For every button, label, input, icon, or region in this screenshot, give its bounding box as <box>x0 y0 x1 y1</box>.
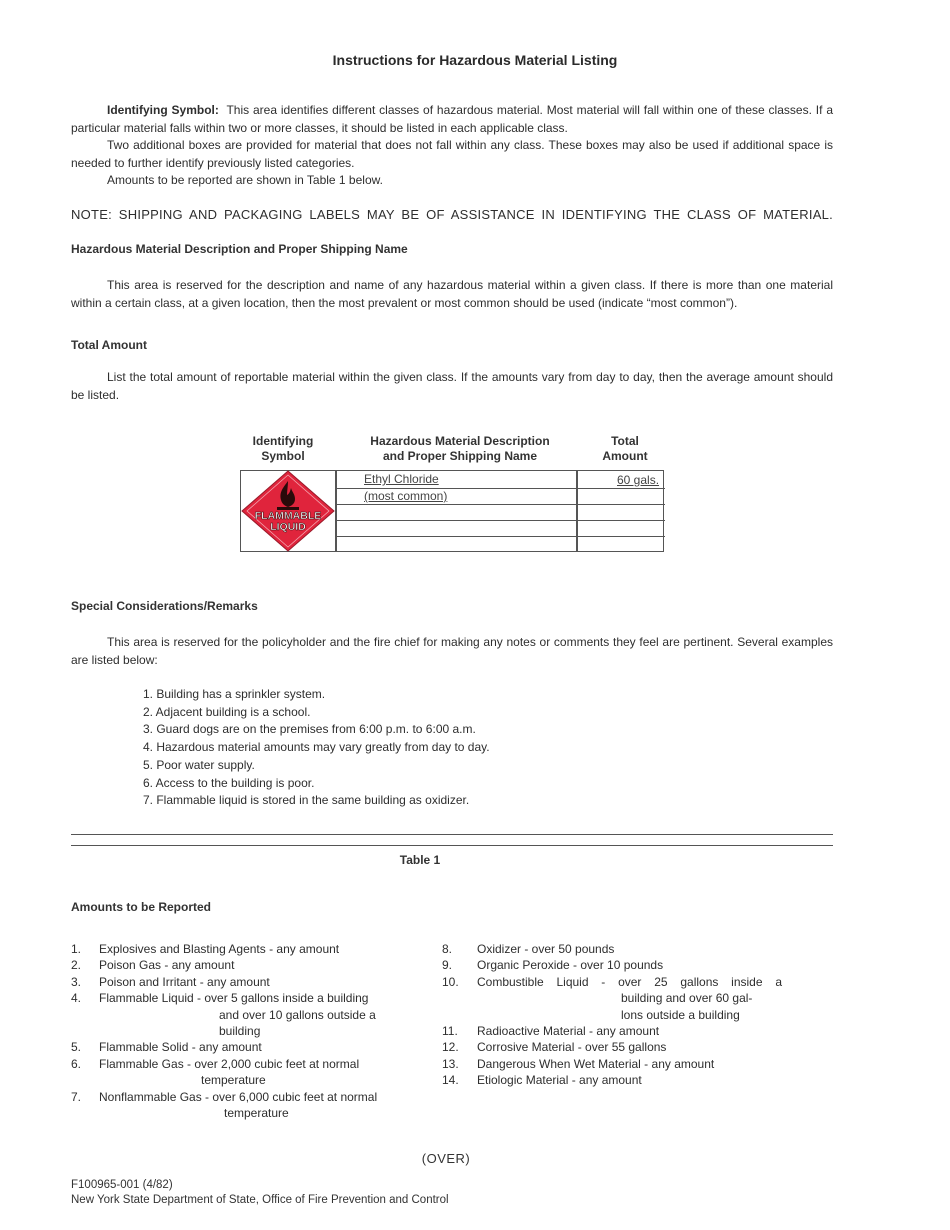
amount-text: Dangerous When Wet Material - any amount <box>477 1056 715 1071</box>
sample-row1-description: Ethyl Chloride <box>364 472 439 486</box>
amount-num: 4. <box>71 991 82 1006</box>
additional-boxes-paragraph: Two additional boxes are provided for material that does not fall within any class. These boxes may also be used if additional space is needed to further identify previously listed categories. <box>71 138 833 170</box>
amount-row-13 <box>442 1056 782 1072</box>
symbol-text-flammable: FLAMMABLE <box>254 510 322 522</box>
amount-num: 12. <box>442 1040 459 1055</box>
sample-col-symbol-header <box>236 434 330 464</box>
amount-text: Organic Peroxide - over 10 pounds <box>477 958 664 973</box>
amount-num: 10. <box>442 974 459 989</box>
grid-divider <box>576 471 578 551</box>
amount-text: Flammable Gas - over 2,000 cubic feet at normal <box>99 1056 360 1071</box>
sample-row2-description: (most common) <box>364 489 448 503</box>
amount-row-3 <box>71 974 411 990</box>
sample-col-amount-line2: Amount <box>602 449 648 463</box>
amount-text: Nonflammable Gas - over 6,000 cubic feet at normal <box>99 1089 378 1104</box>
amount-row-6 <box>71 1056 411 1072</box>
sample-col-description-line2: and Proper Shipping Name <box>382 449 538 463</box>
amount-text: Poison and Irritant - any amount <box>99 974 270 989</box>
sample-col-description-line1: Hazardous Material Description <box>370 434 550 448</box>
table1-title: Table 1 <box>399 853 441 867</box>
amount-num: 1. <box>71 942 82 956</box>
amounts-reference: Amounts to be reported are shown in Table 1 below. <box>107 173 383 187</box>
amount-continuation: building <box>219 1024 261 1039</box>
amount-row-9 <box>442 957 782 973</box>
flammable-liquid-symbol <box>241 470 335 552</box>
amount-text: Flammable Liquid - over 5 gallons inside a building <box>99 991 369 1006</box>
amount-text: Radioactive Material - any amount <box>477 1024 660 1039</box>
amount-row-8 <box>442 941 782 957</box>
total-amount-heading: Total Amount <box>71 338 147 352</box>
list-item: 7. Flammable liquid is stored in the same building as oxidizer. <box>143 793 470 808</box>
form-number: F100965-001 (4/82) <box>71 1179 173 1191</box>
amount-text: Explosives and Blasting Agents - any amount <box>99 942 340 956</box>
identifying-symbol-text: This area identifies different classes of hazardous material. Most material will fall within one of these classes. If a particular material falls within two or more classes, it should be listed in each applicable class. <box>71 103 833 135</box>
sample-col-amount-line1: Total <box>611 434 639 448</box>
grid-row-line <box>335 536 665 537</box>
amount-row-11 <box>442 1023 782 1039</box>
amount-row-5 <box>71 1039 411 1055</box>
special-text: This area is reserved for the policyholder and the fire chief for making any notes or comments they feel are pertinent. Several examples are listed below: <box>71 635 833 667</box>
list-item: 6. Access to the building is poor. <box>143 775 315 790</box>
amount-text: Oxidizer - over 50 pounds <box>477 942 615 956</box>
symbol-text-liquid: LIQUID <box>270 521 306 533</box>
amount-row-10 <box>442 974 782 990</box>
description-text: This area is reserved for the description and name of any hazardous material within a given class. If there is more than one material within a certain class, at a given location, then the most prevalent or most common should be used (indicate “most common”). <box>71 278 833 310</box>
amount-text: Combustible Liquid - over 25 gallons inside a <box>477 974 782 989</box>
total-amount-text: List the total amount of reportable material within the given class. If the amounts vary from day to day, then the average amount should be listed. <box>71 370 833 402</box>
note-text: NOTE: SHIPPING AND PACKAGING LABELS MAY BE OF ASSISTANCE IN IDENTIFYING THE CLASS OF MATERIAL. <box>71 207 833 222</box>
amount-num: 7. <box>71 1089 82 1104</box>
list-item: 5. Poor water supply. <box>143 757 255 772</box>
amounts-right-column <box>442 941 782 1089</box>
over-indicator: (OVER) <box>421 1151 471 1166</box>
amount-row-4 <box>71 990 411 1006</box>
amount-text: Poison Gas - any amount <box>99 958 235 973</box>
list-item: 3. Guard dogs are on the premises from 6:00 p.m. to 6:00 a.m. <box>143 722 476 737</box>
amount-text: Flammable Solid - any amount <box>99 1040 262 1055</box>
sample-row1-amount: 60 gals. <box>617 473 660 487</box>
description-heading: Hazardous Material Description and Proper Shipping Name <box>71 242 408 256</box>
amount-text: Corrosive Material - over 55 gallons <box>477 1040 667 1055</box>
table1-heading: Amounts to be Reported <box>71 900 211 914</box>
amount-num: 9. <box>442 958 453 973</box>
list-item: 1. Building has a sprinkler system. <box>143 687 326 701</box>
amount-num: 3. <box>71 974 82 989</box>
identifying-symbol-label: Identifying Symbol: <box>107 103 219 117</box>
amounts-left-column <box>71 941 411 1121</box>
divider-line <box>71 834 833 835</box>
special-heading: Special Considerations/Remarks <box>71 599 258 613</box>
amount-num: 8. <box>442 942 453 956</box>
sample-col-symbol-line1: Identifying <box>252 434 314 448</box>
amount-text: Etiologic Material - any amount <box>477 1073 642 1088</box>
special-examples-list <box>143 686 490 810</box>
amount-num: 11. <box>442 1024 458 1039</box>
amount-continuation: temperature <box>201 1073 266 1088</box>
department-name: New York State Department of State, Office of Fire Prevention and Control <box>71 1194 449 1206</box>
amount-row-14 <box>442 1072 782 1088</box>
grid-row-line <box>335 520 665 521</box>
sample-col-amount-header <box>580 434 670 464</box>
sample-col-description-header <box>340 434 580 464</box>
amount-continuation: temperature <box>224 1106 289 1121</box>
list-item: 2. Adjacent building is a school. <box>143 704 311 719</box>
amount-row-2 <box>71 957 411 973</box>
amount-row-7 <box>71 1089 411 1105</box>
amount-num: 5. <box>71 1040 82 1055</box>
amount-row-1 <box>71 941 411 957</box>
amount-num: 2. <box>71 958 82 973</box>
page-title: Instructions for Hazardous Material Listing <box>332 52 618 68</box>
amount-row-12 <box>442 1039 782 1055</box>
divider-line <box>71 845 833 846</box>
amount-num: 13. <box>442 1056 459 1071</box>
identifying-symbol-paragraph <box>71 102 833 137</box>
amount-continuation: and over 10 gallons outside a <box>219 1007 376 1022</box>
amount-num: 6. <box>71 1056 82 1071</box>
amount-continuation: building and over 60 gal- <box>621 991 753 1006</box>
grid-divider <box>335 471 337 551</box>
list-item: 4. Hazardous material amounts may vary greatly from day to day. <box>143 740 490 755</box>
amount-num: 14. <box>442 1073 459 1088</box>
amount-continuation: lons outside a building <box>621 1007 740 1022</box>
sample-col-symbol-line2: Symbol <box>261 449 305 463</box>
grid-row-line <box>335 504 665 505</box>
footer <box>71 1178 449 1208</box>
